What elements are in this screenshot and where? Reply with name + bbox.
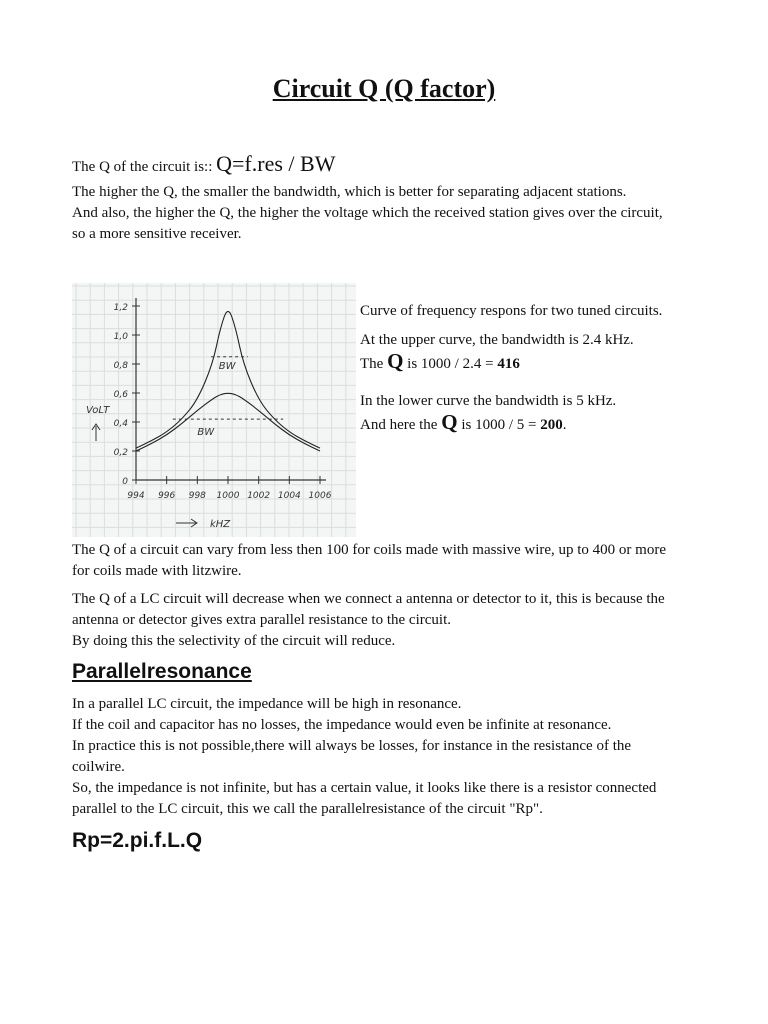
y-axis-label: VoLT bbox=[86, 405, 110, 416]
y-tick-label: 0,6 bbox=[113, 390, 128, 400]
lower-q-period: . bbox=[562, 417, 567, 433]
x-tick-label: 1000 bbox=[216, 491, 240, 501]
q-formula: Q=f.res / BW bbox=[216, 151, 336, 176]
upper-curve-text: At the upper curve, the bandwidth is 2.4 kHz. bbox=[360, 332, 634, 348]
upper-q-line bbox=[360, 351, 678, 375]
upper-q-value: 416 bbox=[497, 356, 520, 372]
q-definition-prefix: The Q of the circuit is:: bbox=[72, 159, 217, 175]
lower-q-symbol: Q bbox=[441, 410, 458, 434]
bw-label-lower: BW bbox=[197, 427, 215, 439]
parallel-line: So, the impedance is not infinite, but has a certain value, it looks like there is a resistor connected parallel to the LC circuit, this we call the parallelresistance of the circuit "Rp". bbox=[72, 780, 657, 817]
lower-q-prefix: And here the bbox=[360, 417, 442, 433]
lower-q-value: 200 bbox=[540, 417, 563, 433]
x-tick-label: 998 bbox=[188, 491, 206, 501]
x-tick-label: 994 bbox=[127, 491, 145, 501]
rp-formula: Rp=2.pi.f.L.Q bbox=[72, 829, 203, 852]
lower-q-line bbox=[360, 412, 678, 436]
x-axis-label: kHZ bbox=[210, 519, 231, 530]
page-title: Circuit Q (Q factor) bbox=[272, 74, 496, 103]
intro-paragraph-2: And also, the higher the Q, the higher the voltage which the received station gives over the circuit, so a more sensitive receiver. bbox=[72, 205, 663, 242]
selectivity-paragraph: By doing this the selectivity of the circuit will reduce. bbox=[72, 633, 396, 649]
y-tick-label: 0,8 bbox=[113, 361, 128, 371]
frequency-response-chart bbox=[72, 283, 356, 537]
intro-section bbox=[72, 153, 672, 252]
y-tick-label: 1,2 bbox=[113, 303, 128, 313]
x-tick-label: 996 bbox=[158, 491, 176, 501]
x-tick-label: 1002 bbox=[247, 491, 271, 501]
upper-q-symbol: Q bbox=[387, 349, 404, 373]
body-section bbox=[72, 540, 672, 659]
parallel-line: If the coil and capacitor has no losses, the impedance would even be infinite at resonance. bbox=[72, 717, 612, 733]
q-range-paragraph: The Q of a circuit can vary from less then 100 for coils made with massive wire, up to 400 or more for coils made with litzwire. bbox=[72, 542, 667, 579]
intro-paragraph-1: The higher the Q, the smaller the bandwidth, which is better for separating adjacent stations. bbox=[72, 184, 627, 200]
x-tick-label: 1004 bbox=[277, 491, 301, 501]
q-decrease-paragraph: The Q of a LC circuit will decrease when we connect a antenna or detector to it, this is because the antenna or detector gives extra parallel resistance to the circuit. bbox=[72, 591, 665, 628]
bw-label-upper: BW bbox=[218, 360, 236, 372]
upper-q-prefix: The bbox=[360, 356, 388, 372]
parallel-line: In practice this is not possible,there will always be losses, for instance in the resistance of the coilwire. bbox=[72, 738, 632, 775]
frequency-response-figure bbox=[72, 283, 356, 537]
q-definition-line bbox=[72, 153, 672, 178]
y-tick-label: 0,4 bbox=[113, 419, 128, 429]
upper-q-expression: is 1000 / 2.4 = bbox=[403, 356, 498, 372]
lower-q-expression: is 1000 / 5 = bbox=[457, 417, 541, 433]
y-tick-label: 0 bbox=[122, 477, 128, 487]
y-tick-label: 0,2 bbox=[113, 448, 128, 458]
parallel-section bbox=[72, 658, 672, 851]
figure-explanation bbox=[360, 301, 678, 443]
parallel-heading: Parallelresonance bbox=[72, 660, 252, 683]
x-tick-label: 1006 bbox=[308, 491, 332, 501]
y-tick-label: 1,0 bbox=[113, 332, 128, 342]
figure-caption: Curve of frequency respons for two tuned circuits. bbox=[360, 303, 663, 319]
parallel-text bbox=[72, 694, 672, 820]
parallel-line: In a parallel LC circuit, the impedance will be high in resonance. bbox=[72, 696, 462, 712]
lower-curve-text: In the lower curve the bandwidth is 5 kHz. bbox=[360, 393, 617, 409]
